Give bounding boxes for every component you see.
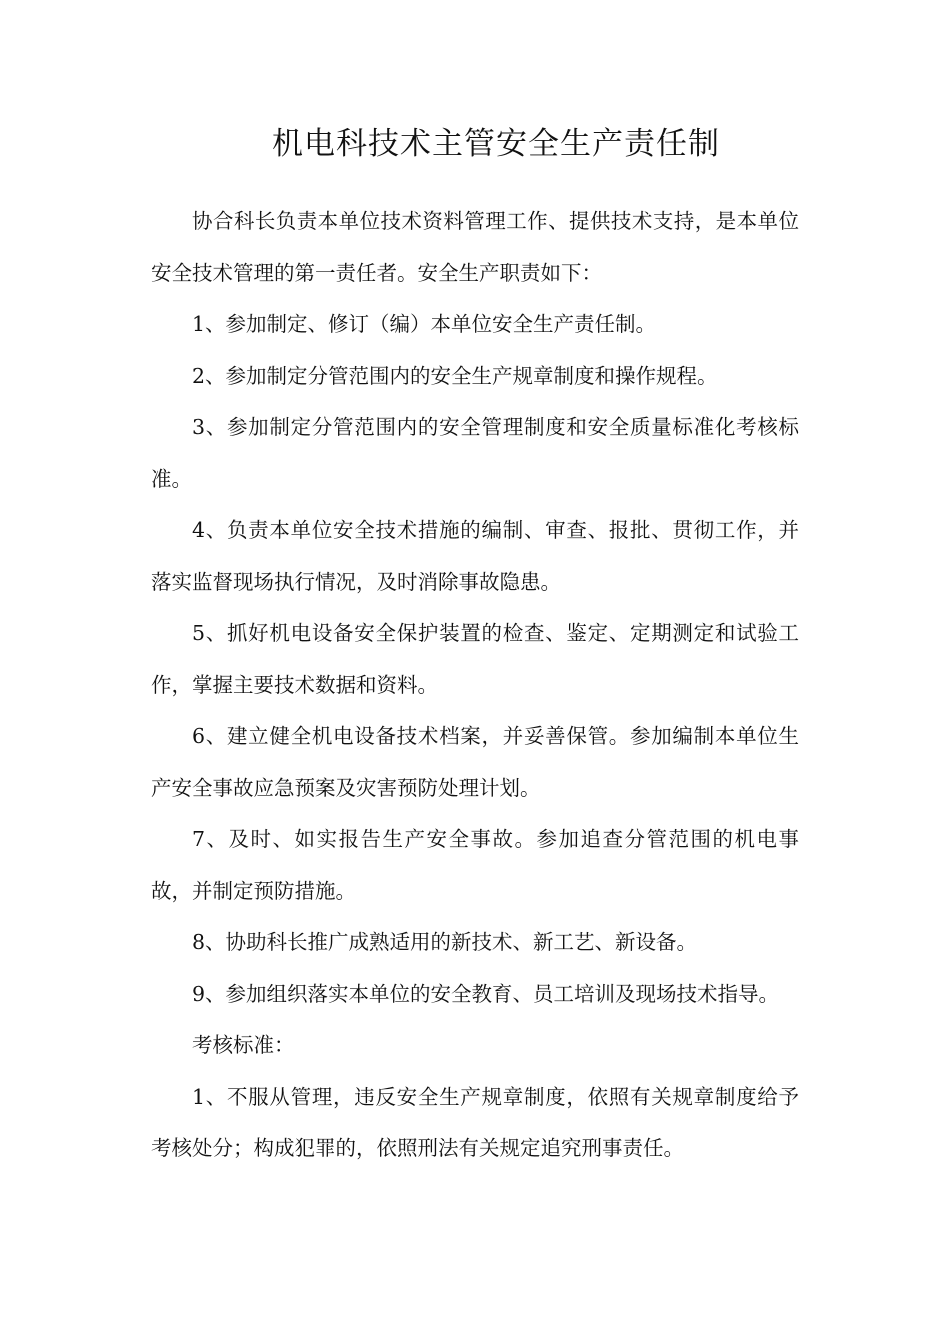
document-body [151,196,799,1175]
duty-item-6: 6、建立健全机电设备技术档案，并妥善保管。参加编制本单位生产安全事故应急预案及灾害预防处理计划。 [151,724,799,800]
duty-item-9: 9、参加组织落实本单位的安全教育、员工培训及现场技术指导。 [192,981,780,1006]
document-title: 机电科技术主管安全生产责任制 [272,126,720,162]
intro-paragraph: 协合科长负责本单位技术资料管理工作、提供技术支持，是本单位安全技术管理的第一责任者。安全生产职责如下： [151,209,799,285]
duty-item-3: 3、参加制定分管范围内的安全管理制度和安全质量标准化考核标准。 [151,415,799,491]
duty-item-5: 5、抓好机电设备安全保护装置的检查、鉴定、定期测定和试验工作，掌握主要技术数据和资料。 [151,621,799,697]
duty-item-4: 4、负责本单位安全技术措施的编制、审查、报批、贯彻工作，并落实监督现场执行情况，及时消除事故隐患。 [151,518,799,594]
assessment-heading: 考核标准： [192,1033,295,1057]
duty-item-2: 2、参加制定分管范围内的安全生产规章制度和操作规程。 [192,363,718,388]
duty-item-8: 8、协助科长推广成熟适用的新技术、新工艺、新设备。 [192,930,698,954]
assessment-item-1: 1、不服从管理，违反安全生产规章制度，依照有关规章制度给予考核处分；构成犯罪的，依照刑法有关规定追究刑事责任。 [151,1084,799,1160]
duty-item-1: 1、参加制定、修订（编）本单位安全生产责任制。 [192,312,657,336]
duty-item-7: 7、及时、如实报告生产安全事故。参加追查分管范围的机电事故，并制定预防措施。 [151,827,799,903]
